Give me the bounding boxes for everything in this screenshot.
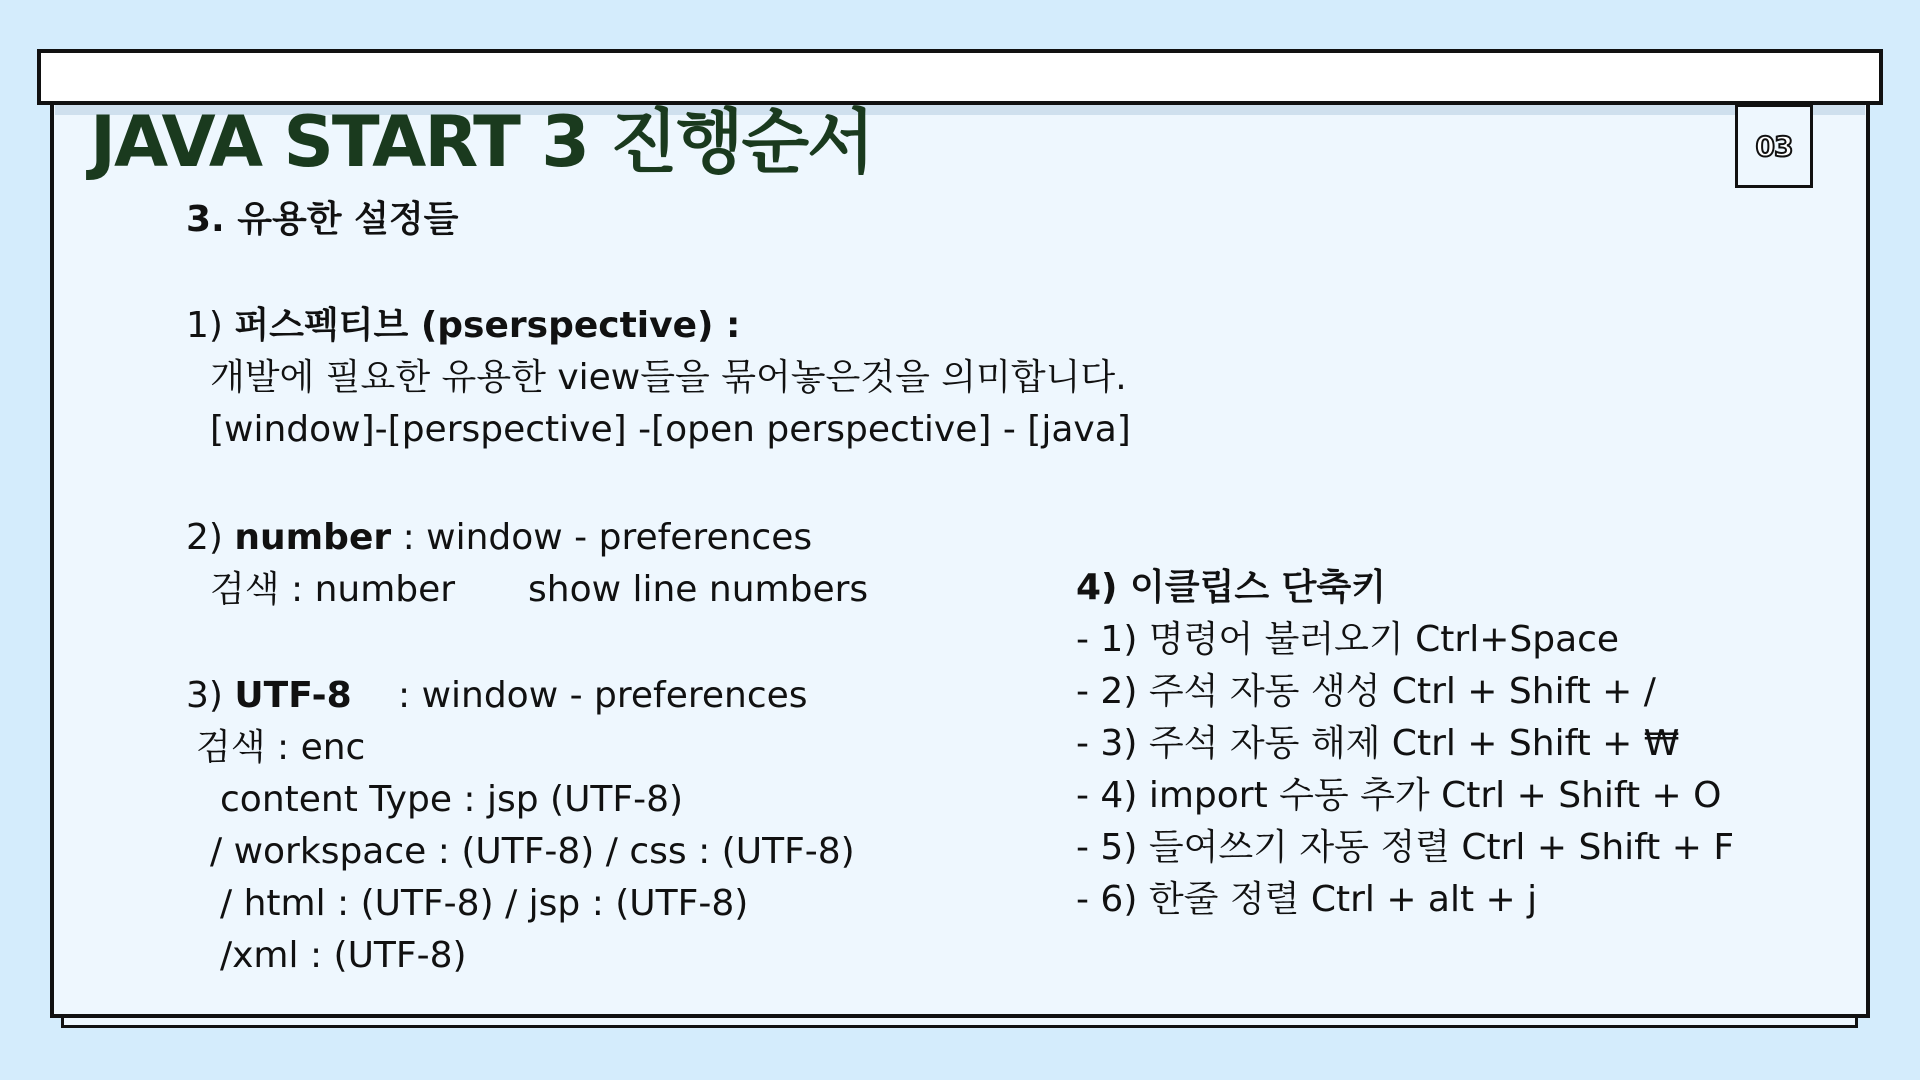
item1-description: 개발에 필요한 유용한 view들을 묶어놓은것을 의미합니다. — [210, 357, 1127, 398]
item2-search-option: show line numbers — [528, 569, 869, 610]
shortcut-item: - 1) 명령어 불러오기 Ctrl+Space — [1076, 619, 1620, 660]
item1-heading — [186, 302, 740, 350]
item2-rest: : window - preferences — [391, 517, 813, 558]
item3-label: UTF-8 — [234, 675, 352, 716]
shortcut-item: - 2) 주석 자동 생성 Ctrl + Shift + / — [1076, 671, 1656, 712]
item3-rest: : window - preferences — [398, 675, 808, 716]
item1-number: 1) — [186, 305, 235, 346]
shortcut-item: - 4) import 수동 추가 Ctrl + Shift + O — [1076, 775, 1722, 816]
section-heading: 3. 유용한 설정들 — [186, 199, 459, 240]
page-title: JAVA START 3 진행순서 — [90, 101, 873, 183]
item2-heading — [186, 514, 812, 562]
item2-search-label: 검색 : number — [210, 569, 456, 610]
item1-path: [window]-[perspective] -[open perspective] - [java] — [210, 409, 1131, 450]
page-number-badge — [1735, 104, 1813, 188]
shortcut-item: - 5) 들여쓰기 자동 정렬 Ctrl + Shift + F — [1076, 827, 1735, 868]
shortcut-item: - 3) 주석 자동 해제 Ctrl + Shift + ₩ — [1076, 723, 1680, 764]
shortcut-item: - 6) 한줄 정렬 Ctrl + alt + j — [1076, 879, 1538, 920]
item3-line2: / workspace : (UTF-8) / css : (UTF-8) — [210, 831, 855, 872]
item3-heading — [186, 672, 352, 720]
page-number: 03 — [1755, 129, 1793, 163]
item3-line4: /xml : (UTF-8) — [220, 935, 467, 976]
item2-number: 2) — [186, 517, 235, 558]
item1-label: 퍼스펙티브 (pserspective) : — [234, 305, 741, 346]
item3-search: 검색 : enc — [196, 727, 366, 768]
item3-line3: / html : (UTF-8) / jsp : (UTF-8) — [220, 883, 749, 924]
item2-label: number — [234, 517, 392, 558]
top-bar — [37, 49, 1883, 105]
shortcuts-heading: 4) 이클립스 단축키 — [1076, 567, 1387, 608]
item3-line1: content Type : jsp (UTF-8) — [220, 779, 684, 820]
item3-number: 3) — [186, 675, 235, 716]
